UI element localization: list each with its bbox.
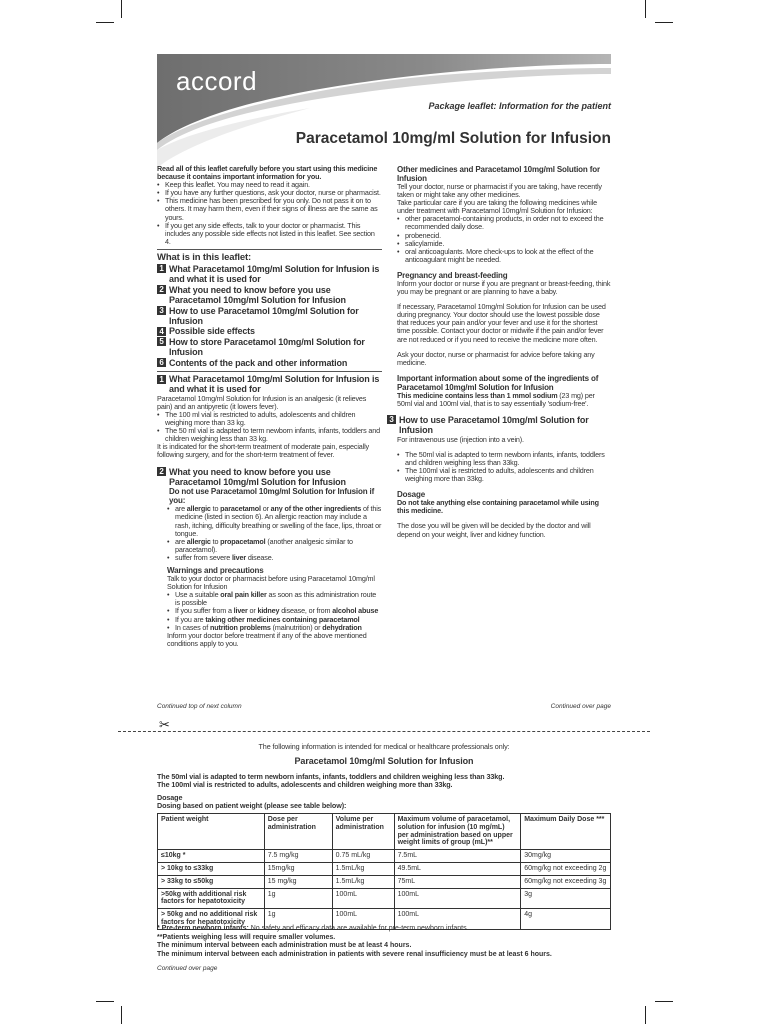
- table-row: [158, 888, 611, 909]
- table-cell: ≤10kg *: [158, 850, 265, 863]
- section-heading-text: What you need to know before you use Paracetamol 10mg/ml Solution for Infusion: [169, 466, 346, 487]
- section-number-badge: 6: [157, 358, 166, 367]
- toc-item: [157, 358, 382, 368]
- section-1-heading: [157, 374, 382, 395]
- section-number-badge: 5: [157, 337, 166, 346]
- table-cell: 60mg/kg not exceeding 3g: [521, 875, 611, 888]
- pregnancy-p3: Ask your doctor, nurse or pharmacist for advice before taking any medicine.: [397, 349, 595, 367]
- list-item: • If you are taking other medicines containing paracetamol: [167, 616, 382, 624]
- header-banner: [0, 0, 768, 200]
- column-header: Maximum Daily Dose ***: [521, 814, 611, 850]
- pregnancy-p2: If necessary, Paracetamol 10mg/ml Solution for Infusion can be used during pregnancy. Your doctor should use the lowest possible dose that reduces your pain and/or your fever and use it for the shortest time possible. Contact your doctor or midwife if the pain and/or fever are not reduced or if you need to receive the medicine more often.: [397, 302, 606, 344]
- table-cell: 1g: [264, 888, 332, 909]
- table-row: [158, 850, 611, 863]
- table-header-row: [158, 814, 611, 850]
- table-row: [158, 875, 611, 888]
- pregnancy-p1: Inform your doctor or nurse if you are pregnant or breast-feeding, think you may be pregnant or are planning to have a baby.: [397, 278, 611, 297]
- table-row: [158, 862, 611, 875]
- column-header: Dose per administration: [264, 814, 332, 850]
- list-item: • The 100 ml vial is restricted to adults, adolescents and children weighing more than 33 kg.: [157, 411, 382, 427]
- toc-heading: What is in this leaflet:: [157, 251, 252, 263]
- table-cell: 3g: [521, 888, 611, 909]
- left-column: [157, 165, 382, 648]
- dosage-warning: Do not take anything else containing paracetamol while using this medicine.: [397, 498, 599, 516]
- list-item: • salicylamide.: [397, 240, 611, 248]
- toc-item-text: How to store Paracetamol 10mg/ml Solution for Infusion: [169, 336, 365, 358]
- toc-item-text: Contents of the pack and other information: [169, 357, 348, 368]
- section-number-badge: 2: [157, 467, 166, 476]
- other-medicines-heading: Other medicines and Paracetamol 10mg/ml Solution for Infusion: [397, 165, 600, 183]
- continued-note-bottom: Continued over page: [157, 965, 218, 972]
- divider: [157, 371, 382, 372]
- section-number-badge: 2: [157, 285, 166, 294]
- section-number-badge: 1: [157, 264, 166, 273]
- continued-note-left: Continued top of next column: [157, 703, 242, 710]
- vial-line-1: The 50ml vial is adapted to term newborn infants, infants, toddlers and children weighing less than 33kg.: [157, 772, 505, 781]
- list-item: • If you suffer from a liver or kidney disease, or from alcohol abuse: [167, 607, 382, 615]
- spacer: [397, 408, 611, 415]
- section-heading-text: How to use Paracetamol 10mg/ml Solution for Infusion: [399, 414, 589, 436]
- toc-item: [157, 337, 382, 358]
- crop-mark: [121, 1006, 122, 1024]
- section-number-badge: 3: [157, 306, 166, 315]
- table-cell: > 10kg to ≤33kg: [158, 862, 265, 875]
- footnote-interval: The minimum interval between each administration must be at least 4 hours.: [157, 942, 412, 950]
- ingredients-heading: Important information about some of the ingredients of Paracetamol 10mg/ml Solution for Infusion: [397, 373, 599, 392]
- footnote-renal: The minimum interval between each administration in patients with severe renal insufficiency must be at least 6 hours.: [157, 950, 552, 958]
- section-3-intro: For intravenous use (injection into a vein).: [397, 434, 524, 444]
- list-item: • The 50ml vial is adapted to term newborn infants, infants, toddlers and children weighing less than 33kg.: [397, 451, 611, 467]
- table-cell: 100mL: [332, 888, 394, 909]
- package-leaflet-label: Package leaflet: Information for the patient: [428, 101, 611, 111]
- other-medicines-p1: Tell your doctor, nurse or pharmacist if you are taking, have recently taken or might take any other medicines.: [397, 182, 602, 200]
- divider: [157, 249, 382, 250]
- table-cell: 1.5mL/kg: [332, 875, 394, 888]
- column-header: Maximum volume of paracetamol, solution for infusion (10 mg/mL) per administration based on upper weight limits of group (mL)**: [394, 814, 521, 850]
- table-cell: >50kg with additional risk factors for hepatotoxicity: [158, 888, 265, 909]
- pregnancy-heading: Pregnancy and breast-feeding: [397, 270, 508, 280]
- footnote-preterm: * Pre-term newborn infants: No safety and efficacy data are available for pre-term newborn infants.: [157, 925, 469, 932]
- list-item: • are allergic to propacetamol (another analgesic similar to paracetamol).: [167, 538, 382, 554]
- section-3-heading: [387, 415, 611, 436]
- dosing-table: [157, 813, 611, 930]
- toc-item: [157, 264, 382, 285]
- list-item: • are allergic to paracetamol or any of the other ingredients of this medicine (listed in section 6). An allergic reaction may include a rash, itching, difficulty breathing or swelling of the face, lips, throat or tongue.: [167, 505, 382, 537]
- table-cell: 100mL: [394, 909, 521, 930]
- section-heading-text: What Paracetamol 10mg/ml Solution for Infusion is and what it is used for: [169, 374, 380, 395]
- list-item: • This medicine has been prescribed for you only. Do not pass it on to others. It may harm them, even if their signs of illness are the same as yours.: [157, 197, 382, 221]
- scissors-icon: ✂: [159, 717, 170, 732]
- footnote-weight: **Patients weighing less will require smaller volumes.: [157, 933, 336, 941]
- section-number-badge: 4: [157, 327, 166, 336]
- table-cell: > 50kg and no additional risk factors for hepatotoxicity: [158, 909, 265, 930]
- vial-line-2: The 100ml vial is restricted to adults, adolescents and children weighing more than 33kg.: [157, 780, 453, 789]
- table-cell: 100mL: [332, 909, 394, 930]
- toc-item-text: Possible side effects: [169, 326, 255, 337]
- table-cell: 7.5mL: [394, 850, 521, 863]
- cut-line: [118, 731, 650, 732]
- table-cell: 30mg/kg: [521, 850, 611, 863]
- table-cell: 49.5mL: [394, 862, 521, 875]
- table-cell: 15mg/kg: [264, 862, 332, 875]
- continued-note-right: Continued over page: [550, 703, 611, 710]
- do-not-use-list: [157, 505, 382, 562]
- table-cell: 1g: [264, 909, 332, 930]
- dosage-heading: Dosage: [397, 490, 425, 500]
- section-1-intro: Paracetamol 10mg/ml Solution for Infusion is an analgesic (it relieves pain) and an antipyretic (it lowers fever).: [157, 393, 367, 411]
- list-item: • In cases of nutrition problems (malnutrition) or dehydration: [167, 624, 382, 632]
- table-cell: 1.5mL/kg: [332, 862, 394, 875]
- warnings-intro: Talk to your doctor or pharmacist before using Paracetamol 10mg/ml Solution for Infusion: [167, 574, 375, 592]
- do-not-use-heading: Do not use Paracetamol 10mg/ml Solution for Infusion if you:: [169, 487, 375, 506]
- section-number-badge: 3: [387, 415, 396, 424]
- table-of-contents: [157, 264, 382, 368]
- list-item: • The 100ml vial is restricted to adults, adolescents and children weighing more than 33kg.: [397, 467, 611, 483]
- sodium-note: This medicine contains less than 1 mmol sodium (23 mg) per 50ml vial and 100ml vial, that is to say essentially 'sodium-free'.: [397, 390, 595, 408]
- crop-mark: [655, 1001, 673, 1002]
- table-cell: 0.75 mL/kg: [332, 850, 394, 863]
- section-1-list: [157, 411, 382, 443]
- warnings-list: [157, 591, 382, 631]
- warnings-heading: Warnings and precautions: [167, 566, 264, 576]
- table-cell: 75mL: [394, 875, 521, 888]
- section-3-list: [397, 451, 611, 483]
- column-header: Volume per administration: [332, 814, 394, 850]
- list-item: • Keep this leaflet. You may need to read it again.: [157, 181, 382, 189]
- professional-dosage: [157, 794, 611, 810]
- list-item: • If you have any further questions, ask your doctor, nurse or pharmacist.: [157, 189, 382, 197]
- list-item: • suffer from severe liver disease.: [167, 554, 382, 562]
- list-item: • The 50 ml vial is adapted to term newborn infants, infants, toddlers and children weighing less than 33 kg.: [157, 427, 382, 443]
- toc-item-text: How to use Paracetamol 10mg/ml Solution for Infusion: [169, 305, 359, 326]
- section-number-badge: 1: [157, 375, 166, 384]
- list-item: • other paracetamol-containing products, in order not to exceed the recommended daily dose.: [397, 215, 611, 231]
- list-item: • Use a suitable oral pain killer as soon as this administration route is possible: [167, 591, 382, 607]
- professional-title: Paracetamol 10mg/ml Solution for Infusion: [294, 756, 474, 766]
- other-medicines-list: [397, 215, 611, 264]
- crop-mark: [96, 1001, 114, 1002]
- right-column: [389, 165, 611, 539]
- other-medicines-p2: Take particular care if you are taking the following medicines while under treatment with Paracetamol 10mg/ml Solution for Infusion:: [397, 198, 597, 216]
- list-item: • probenecid.: [397, 232, 611, 240]
- table-cell: 4g: [521, 909, 611, 930]
- brand-logo: accord: [176, 66, 258, 96]
- table-cell: 60mg/kg not exceeding 2g: [521, 862, 611, 875]
- section-1-outro: It is indicated for the short-term treatment of moderate pain, especially following surgery, and for the short-term treatment of fever.: [157, 442, 369, 460]
- column-header: Patient weight: [158, 814, 265, 850]
- table-footnotes: [157, 925, 611, 959]
- professional-intro: The following information is intended for medical or healthcare professionals only:: [258, 742, 510, 751]
- spacer: [397, 483, 611, 490]
- toc-item: [157, 326, 382, 336]
- table-cell: > 33kg to ≤50kg: [158, 875, 265, 888]
- table-cell: 7.5 mg/kg: [264, 850, 332, 863]
- toc-item: [157, 306, 382, 327]
- section-2-heading: [157, 467, 382, 488]
- list-item: • If you get any side effects, talk to your doctor or pharmacist. This includes any possible side effects not listed in this leaflet. See section 4.: [157, 222, 382, 246]
- document-title: Paracetamol 10mg/ml Solution for Infusion: [295, 130, 611, 147]
- dosing-basis: Dosing based on patient weight (please see table below):: [157, 801, 347, 810]
- spacer: [397, 264, 611, 271]
- table-cell: 100mL: [394, 888, 521, 909]
- dosage-label: Dosage: [157, 793, 183, 802]
- intro-list: [157, 181, 382, 246]
- warnings-outro: Inform your doctor before treatment if any of the above mentioned conditions apply to you.: [167, 630, 367, 648]
- professional-vial-info: [157, 773, 611, 789]
- intro-bold: Read all of this leaflet carefully before you start using this medicine because it contains important information for you.: [157, 164, 378, 182]
- toc-item: [157, 285, 382, 306]
- spacer: [397, 367, 611, 374]
- table-cell: 15 mg/kg: [264, 875, 332, 888]
- spacer: [157, 460, 382, 467]
- crop-mark: [645, 1006, 646, 1024]
- toc-item-text: What you need to know before you use Paracetamol 10mg/ml Solution for Infusion: [169, 284, 346, 306]
- list-item: • oral anticoagulants. More check-ups to look at the effect of the anticoagulant might be needed.: [397, 248, 611, 264]
- dosage-text: The dose you will be given will be decided by the doctor and will depend on your weight, liver and kidney function.: [397, 521, 591, 539]
- toc-item-text: What Paracetamol 10mg/ml Solution for Infusion is and what it is used for: [169, 263, 380, 285]
